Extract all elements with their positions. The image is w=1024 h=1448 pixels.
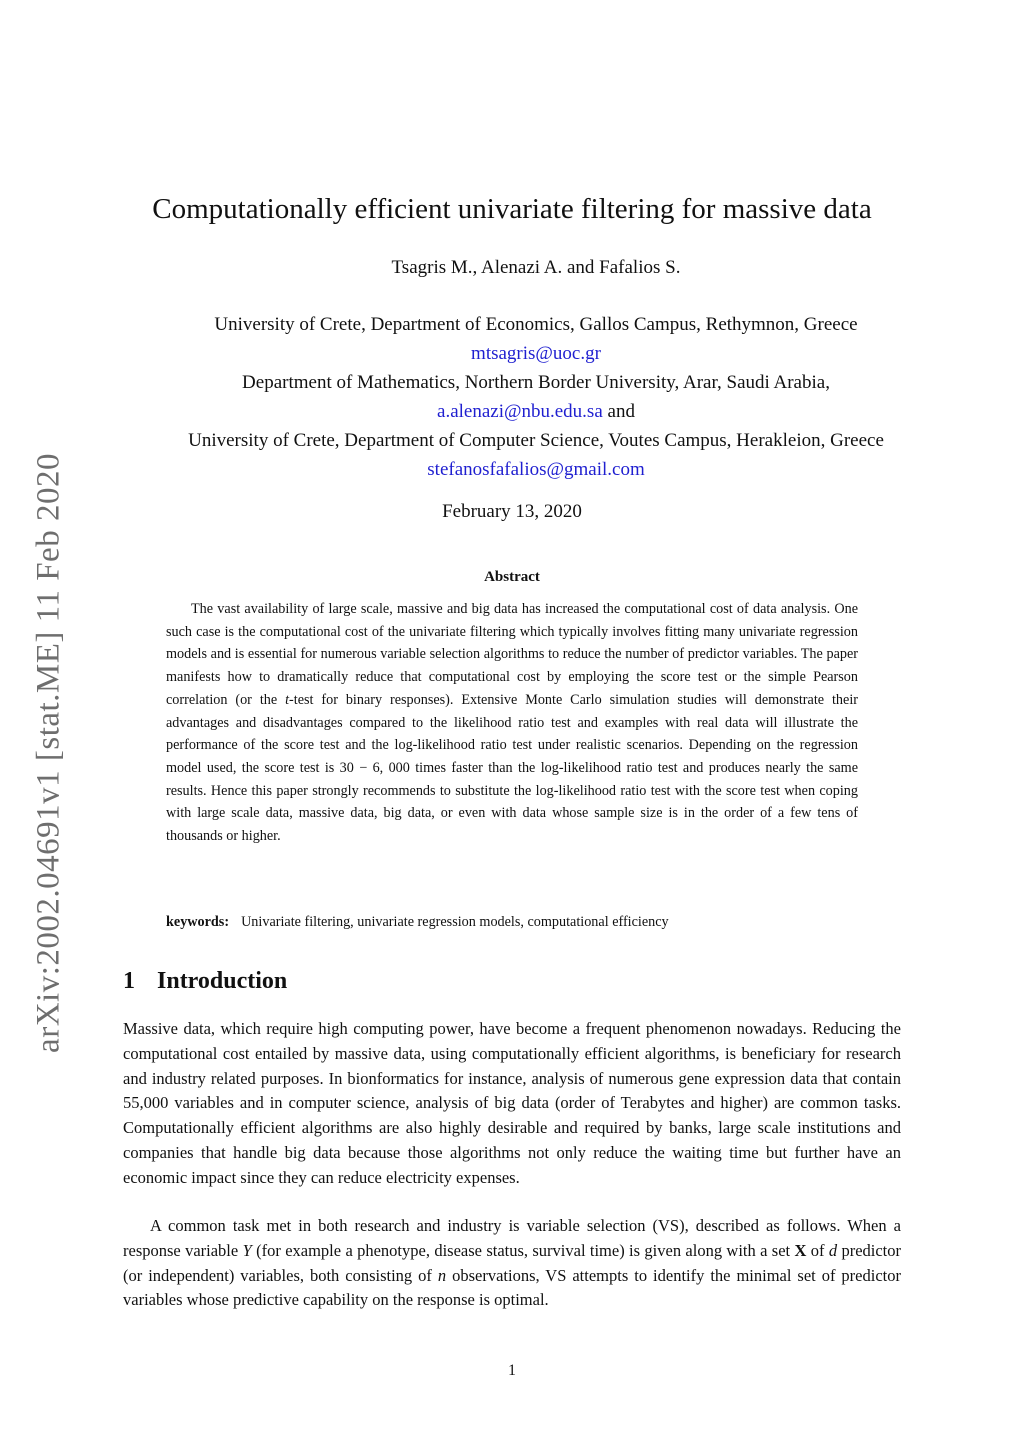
abstract-part-1: The vast availability of large scale, massive and big data has increased the computational cost of data analysis. One such case is the computational cost of the univariate filtering which typically involves fitting many univariate regression models and is essential for numerous variable selection algorithms to reduce the number of predictor variables. The paper manifests how to dramatically reduce that computational cost by employing the score test or the simple Pearson correlation (or the (166, 601, 858, 708)
section-title: Introduction (157, 968, 288, 994)
intro-p2-s3: of (806, 1240, 829, 1260)
abstract-part-2: -test for binary responses). Extensive Monte Carlo simulation studies will demonstrate their advantages and disadvantages compared to the likelihood ratio test and examples with real data will illustrate the performance of the score test and the log-likelihood ratio test under realistic scenarios. Depending on the regression model used, the score test is 30 − 6, 000 times faster than the log-likelihood ratio test and produces nearly the same results. Hence this paper strongly recommends to substitute the log-likelihood ratio test with the score test when coping with large scale data, massive data, big data, or even with data whose sample size is in the order of a few tens of thousands or higher. (166, 691, 858, 845)
abstract-body (166, 598, 858, 848)
arxiv-stamp-text: arXiv:2002.04691v1 [stat.ME] 11 Feb 2020 (30, 453, 67, 1053)
intro-p2-s5: observations, VS attempts to identify the minimal set of predictor variables whose predictive capability on the response is optimal. (123, 1265, 901, 1310)
intro-p2-s4: predictor (or independent) variables, both consisting of (123, 1240, 901, 1285)
affiliation-3-email-line (0, 459, 1024, 481)
affiliation-1: University of Crete, Department of Economics, Gallos Campus, Rethymnon, Greece (214, 314, 858, 335)
paper-title: Computationally efficient univariate filtering for massive data (152, 193, 872, 225)
symbol-d: d (828, 1240, 838, 1260)
intro-paragraph-1: Massive data, which require high computing power, have become a frequent phenomenon nowadays. Reducing the computational cost entailed by massive data, using computationally efficient algorithms, is beneficiary for research and industry related purposes. In bionformatics for instance, analysis of numerous gene expression data that contain 55,000 variables and in computer science, analysis of big data (order of Terabytes and higher) are common tasks. Computationally efficient algorithms are also highly desirable and required by banks, large scale institutions and companies that handle big data because those algorithms not only reduce the waiting time but further have an economic impact since they can reduce electricity expenses. (123, 1019, 901, 1187)
page-number: 1 (508, 1362, 516, 1379)
affiliation-2: Department of Mathematics, Northern Border University, Arar, Saudi Arabia, (242, 372, 830, 393)
affiliation-2-email-line (0, 401, 1024, 423)
abstract-t-symbol: t (285, 691, 290, 708)
keywords-label: keywords: (166, 914, 230, 930)
keywords (166, 914, 858, 931)
intro-p2-s1: A common task met in both research and industry is variable selection (VS), described as follows. When a response variable (123, 1216, 901, 1260)
symbol-X: X (794, 1240, 807, 1260)
intro-p2-s2: (for example a phenotype, disease status, survival time) is given along with a set (251, 1240, 795, 1260)
publication-date: February 13, 2020 (442, 501, 582, 522)
email-link-2[interactable]: a.alenazi@nbu.edu.sa (437, 401, 603, 422)
keywords-text: Univariate filtering, univariate regression models, computational efficiency (241, 914, 669, 930)
email-link-3[interactable]: stefanosfafalios@gmail.com (427, 459, 645, 480)
affiliation-2-suffix: and (602, 401, 635, 422)
intro-paragraph-2 (123, 1214, 901, 1313)
symbol-n: n (437, 1265, 447, 1285)
symbol-Y: Y (242, 1240, 252, 1260)
arxiv-stamp (26, 438, 72, 1068)
section-heading-introduction (123, 968, 287, 995)
affiliation-1-email-line (0, 343, 1024, 365)
section-number: 1 (123, 968, 135, 994)
affiliation-3: University of Crete, Department of Computer Science, Voutes Campus, Herakleion, Greece (188, 430, 884, 451)
authors: Tsagris M., Alenazi A. and Fafalios S. (391, 257, 681, 278)
abstract-heading: Abstract (484, 569, 540, 585)
email-link-1[interactable]: mtsagris@uoc.gr (471, 343, 601, 364)
